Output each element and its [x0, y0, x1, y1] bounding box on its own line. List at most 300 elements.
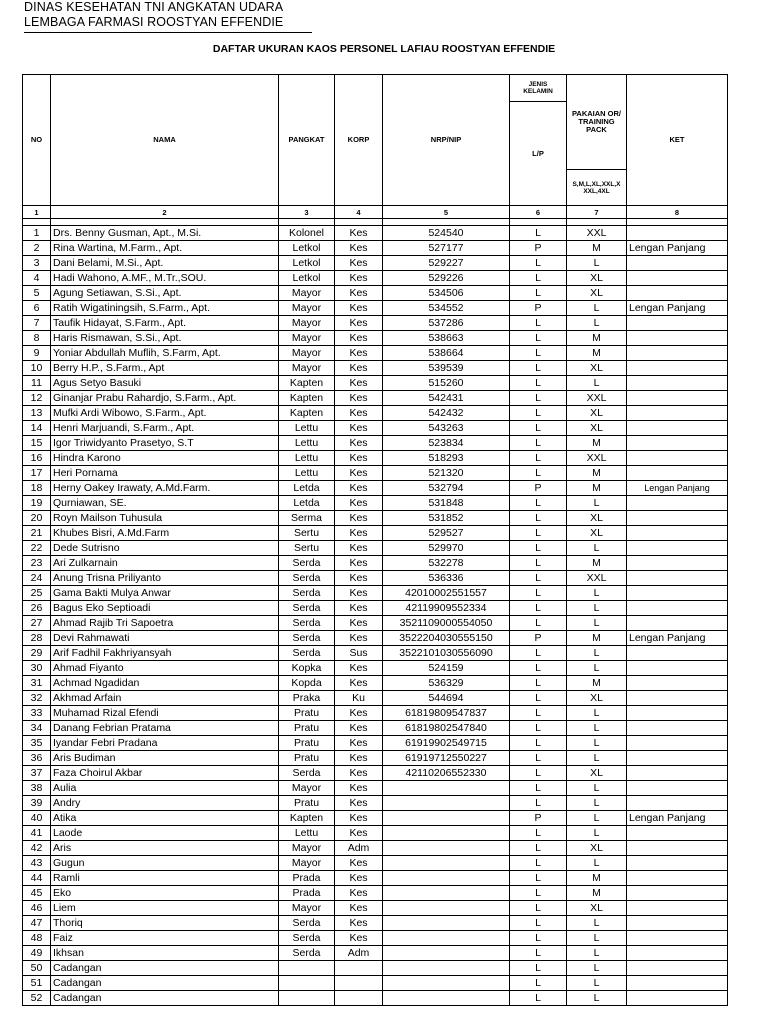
nrp-cell [383, 871, 510, 886]
nrp-cell: 518293 [383, 451, 510, 466]
rank-cell: Kapten [279, 406, 335, 421]
rank-cell: Serda [279, 646, 335, 661]
rank-cell: Mayor [279, 316, 335, 331]
rank-cell: Mayor [279, 856, 335, 871]
rank-cell: Mayor [279, 346, 335, 361]
row-number: 46 [23, 901, 51, 916]
remarks-cell [627, 931, 728, 946]
gender-cell: L [510, 886, 567, 901]
size-cell: L [567, 781, 627, 796]
table-row [23, 391, 728, 406]
remarks-cell [627, 841, 728, 856]
remarks-cell [627, 316, 728, 331]
remarks-cell [627, 436, 728, 451]
remarks-cell [627, 901, 728, 916]
nrp-cell [383, 811, 510, 826]
size-cell: XL [567, 271, 627, 286]
corps-cell: Kes [335, 856, 383, 871]
name-cell: Agung Setiawan, S.Si., Apt. [51, 286, 279, 301]
table-row [23, 916, 728, 931]
column-number: 1 [23, 206, 51, 219]
corps-cell: Kes [335, 586, 383, 601]
corps-cell: Kes [335, 466, 383, 481]
name-cell: Henri Marjuandi, S.Farm., Apt. [51, 421, 279, 436]
nrp-cell: 531852 [383, 511, 510, 526]
table-row [23, 436, 728, 451]
remarks-cell [627, 856, 728, 871]
remarks-cell [627, 721, 728, 736]
remarks-cell [627, 976, 728, 991]
corps-cell: Kes [335, 526, 383, 541]
table-row [23, 496, 728, 511]
size-cell: XL [567, 286, 627, 301]
name-cell: Haris Rismawan, S.Si., Apt. [51, 331, 279, 346]
gender-cell: L [510, 946, 567, 961]
remarks-cell [627, 346, 728, 361]
row-number: 29 [23, 646, 51, 661]
corps-cell: Kes [335, 301, 383, 316]
gender-cell: L [510, 226, 567, 241]
header-pakaian: PAKAIAN OR/ TRAINING PACK [567, 75, 627, 170]
corps-cell: Ku [335, 691, 383, 706]
corps-cell: Kes [335, 391, 383, 406]
gender-cell: L [510, 556, 567, 571]
nrp-cell [383, 901, 510, 916]
gender-cell: L [510, 271, 567, 286]
rank-cell: Praka [279, 691, 335, 706]
nrp-cell: 61919902549715 [383, 736, 510, 751]
rank-cell: Pratu [279, 796, 335, 811]
size-cell: L [567, 931, 627, 946]
remarks-cell [627, 796, 728, 811]
remarks-cell [627, 661, 728, 676]
remarks-cell: Lengan Panjang [627, 631, 728, 646]
size-cell: L [567, 736, 627, 751]
remarks-cell [627, 256, 728, 271]
name-cell: Berry H.P., S.Farm., Apt [51, 361, 279, 376]
rank-cell: Lettu [279, 451, 335, 466]
row-number: 12 [23, 391, 51, 406]
rank-cell: Serda [279, 556, 335, 571]
corps-cell: Kes [335, 271, 383, 286]
row-number: 5 [23, 286, 51, 301]
row-number: 35 [23, 736, 51, 751]
name-cell: Cadangan [51, 961, 279, 976]
table-row [23, 481, 728, 496]
name-cell: Cadangan [51, 991, 279, 1006]
gender-cell: L [510, 256, 567, 271]
row-number: 30 [23, 661, 51, 676]
nrp-cell [383, 961, 510, 976]
corps-cell: Kes [335, 481, 383, 496]
nrp-cell: 542432 [383, 406, 510, 421]
gender-cell: P [510, 481, 567, 496]
gender-cell: L [510, 661, 567, 676]
rank-cell [279, 976, 335, 991]
row-number: 8 [23, 331, 51, 346]
table-row [23, 331, 728, 346]
gender-cell: P [510, 631, 567, 646]
letterhead [24, 0, 312, 33]
table-row [23, 841, 728, 856]
table-row [23, 226, 728, 241]
remarks-cell [627, 586, 728, 601]
size-cell: L [567, 661, 627, 676]
rank-cell: Serma [279, 511, 335, 526]
table-row [23, 511, 728, 526]
nrp-cell [383, 946, 510, 961]
remarks-cell [627, 391, 728, 406]
table-row [23, 976, 728, 991]
size-cell: M [567, 481, 627, 496]
gender-cell: L [510, 646, 567, 661]
remarks-cell [627, 766, 728, 781]
remarks-cell [627, 226, 728, 241]
size-cell: L [567, 811, 627, 826]
nrp-cell: 523834 [383, 436, 510, 451]
size-cell: L [567, 601, 627, 616]
corps-cell: Kes [335, 286, 383, 301]
name-cell: Dani Belami, M.Si., Apt. [51, 256, 279, 271]
table-row [23, 781, 728, 796]
name-cell: Aris Budiman [51, 751, 279, 766]
rank-cell: Pratu [279, 751, 335, 766]
row-number: 42 [23, 841, 51, 856]
row-number: 41 [23, 826, 51, 841]
gender-cell: L [510, 691, 567, 706]
row-number: 18 [23, 481, 51, 496]
gender-cell: L [510, 361, 567, 376]
rank-cell: Letkol [279, 241, 335, 256]
gender-cell: L [510, 391, 567, 406]
name-cell: Taufik Hidayat, S.Farm., Apt. [51, 316, 279, 331]
table-row [23, 886, 728, 901]
name-cell: Hindra Karono [51, 451, 279, 466]
remarks-cell [627, 616, 728, 631]
name-cell: Thoriq [51, 916, 279, 931]
gender-cell: L [510, 781, 567, 796]
row-number: 36 [23, 751, 51, 766]
nrp-cell: 536329 [383, 676, 510, 691]
gender-cell: L [510, 586, 567, 601]
row-number: 32 [23, 691, 51, 706]
nrp-cell [383, 991, 510, 1006]
size-cell: M [567, 241, 627, 256]
remarks-cell [627, 991, 728, 1006]
name-cell: Anung Trisna Priliyanto [51, 571, 279, 586]
header-no: NO [23, 75, 51, 206]
size-cell: M [567, 676, 627, 691]
name-cell: Faiz [51, 931, 279, 946]
row-number: 6 [23, 301, 51, 316]
remarks-cell [627, 451, 728, 466]
nrp-cell: 61819802547840 [383, 721, 510, 736]
rank-cell: Pratu [279, 706, 335, 721]
rank-cell: Lettu [279, 421, 335, 436]
table-row [23, 601, 728, 616]
row-number: 33 [23, 706, 51, 721]
name-cell: Ginanjar Prabu Rahardjo, S.Farm., Apt. [51, 391, 279, 406]
size-cell: L [567, 496, 627, 511]
corps-cell: Kes [335, 511, 383, 526]
rank-cell: Mayor [279, 361, 335, 376]
remarks-cell [627, 556, 728, 571]
header-pangkat: PANGKAT [279, 75, 335, 206]
gender-cell: L [510, 451, 567, 466]
remarks-cell [627, 511, 728, 526]
rank-cell: Kapten [279, 391, 335, 406]
name-cell: Herny Oakey Irawaty, A.Md.Farm. [51, 481, 279, 496]
column-number: 8 [627, 206, 728, 219]
name-cell: Aris [51, 841, 279, 856]
rank-cell [279, 991, 335, 1006]
gender-cell: L [510, 286, 567, 301]
rank-cell: Serda [279, 766, 335, 781]
remarks-cell [627, 571, 728, 586]
rank-cell: Kolonel [279, 226, 335, 241]
remarks-cell [627, 751, 728, 766]
corps-cell: Kes [335, 421, 383, 436]
name-cell: Yoniar Abdullah Muflih, S.Farm, Apt. [51, 346, 279, 361]
gender-cell: L [510, 571, 567, 586]
rank-cell: Kapten [279, 811, 335, 826]
row-number: 51 [23, 976, 51, 991]
row-number: 34 [23, 721, 51, 736]
table-row [23, 811, 728, 826]
name-cell: Atika [51, 811, 279, 826]
remarks-cell [627, 736, 728, 751]
size-cell: M [567, 871, 627, 886]
corps-cell: Kes [335, 541, 383, 556]
remarks-cell: Lengan Panjang [627, 241, 728, 256]
row-number: 22 [23, 541, 51, 556]
gender-cell: P [510, 811, 567, 826]
corps-cell: Adm [335, 946, 383, 961]
nrp-cell: 529226 [383, 271, 510, 286]
corps-cell: Kes [335, 376, 383, 391]
row-number: 3 [23, 256, 51, 271]
nrp-cell: 542431 [383, 391, 510, 406]
remarks-cell [627, 541, 728, 556]
row-number: 15 [23, 436, 51, 451]
name-cell: Igor Triwidyanto Prasetyo, S.T [51, 436, 279, 451]
name-cell: Ahmad Rajib Tri Sapoetra [51, 616, 279, 631]
gender-cell: L [510, 601, 567, 616]
header-size-options: S,M,L,XL,XXL,X XXL,4XL [567, 170, 627, 206]
corps-cell: Kes [335, 796, 383, 811]
gender-cell: L [510, 526, 567, 541]
nrp-cell: 61819809547837 [383, 706, 510, 721]
remarks-cell [627, 361, 728, 376]
remarks-cell: Lengan Panjang [627, 481, 728, 496]
row-number: 20 [23, 511, 51, 526]
size-cell: XL [567, 901, 627, 916]
corps-cell [335, 961, 383, 976]
nrp-cell: 524540 [383, 226, 510, 241]
name-cell: Khubes Bisri, A.Md.Farm [51, 526, 279, 541]
size-cell: XXL [567, 451, 627, 466]
name-cell: Akhmad Arfain [51, 691, 279, 706]
corps-cell: Kes [335, 556, 383, 571]
corps-cell: Kes [335, 571, 383, 586]
row-number: 43 [23, 856, 51, 871]
table-row [23, 571, 728, 586]
column-number: 5 [383, 206, 510, 219]
row-number: 45 [23, 886, 51, 901]
gender-cell: P [510, 301, 567, 316]
rank-cell: Serda [279, 931, 335, 946]
row-number: 4 [23, 271, 51, 286]
corps-cell: Kes [335, 346, 383, 361]
remarks-cell [627, 946, 728, 961]
corps-cell: Kes [335, 406, 383, 421]
name-cell: Andry [51, 796, 279, 811]
rank-cell: Letkol [279, 256, 335, 271]
header-nama: NAMA [51, 75, 279, 206]
nrp-cell: 538664 [383, 346, 510, 361]
corps-cell: Kes [335, 256, 383, 271]
rank-cell: Letda [279, 496, 335, 511]
gender-cell: L [510, 376, 567, 391]
table-row [23, 256, 728, 271]
header-jenis-kelamin: JENIS KELAMIN [510, 75, 567, 102]
table-row [23, 616, 728, 631]
corps-cell: Kes [335, 496, 383, 511]
corps-cell: Kes [335, 631, 383, 646]
remarks-cell [627, 331, 728, 346]
remarks-cell [627, 961, 728, 976]
table-row [23, 721, 728, 736]
table-row [23, 316, 728, 331]
table-row [23, 421, 728, 436]
table-row [23, 406, 728, 421]
rank-cell: Pratu [279, 736, 335, 751]
gender-cell: L [510, 721, 567, 736]
gender-cell: L [510, 436, 567, 451]
rank-cell: Serda [279, 616, 335, 631]
name-cell: Ahmad Fiyanto [51, 661, 279, 676]
name-cell: Liem [51, 901, 279, 916]
remarks-cell [627, 781, 728, 796]
size-cell: XXL [567, 571, 627, 586]
name-cell: Iyandar Febri Pradana [51, 736, 279, 751]
nrp-cell [383, 886, 510, 901]
table-row [23, 376, 728, 391]
nrp-cell: 527177 [383, 241, 510, 256]
column-number: 7 [567, 206, 627, 219]
row-number: 2 [23, 241, 51, 256]
remarks-cell [627, 826, 728, 841]
nrp-cell [383, 856, 510, 871]
size-cell: XL [567, 841, 627, 856]
size-cell: L [567, 646, 627, 661]
gender-cell: L [510, 976, 567, 991]
gender-cell: L [510, 706, 567, 721]
table-row [23, 961, 728, 976]
corps-cell: Kes [335, 886, 383, 901]
rank-cell: Lettu [279, 436, 335, 451]
table-row [23, 991, 728, 1006]
header-korp: KORP [335, 75, 383, 206]
corps-cell: Kes [335, 601, 383, 616]
table-row [23, 271, 728, 286]
gender-cell: L [510, 406, 567, 421]
column-number: 2 [51, 206, 279, 219]
size-cell: M [567, 466, 627, 481]
gender-cell: L [510, 901, 567, 916]
row-number: 13 [23, 406, 51, 421]
corps-cell: Kes [335, 316, 383, 331]
remarks-cell: Lengan Panjang [627, 301, 728, 316]
rank-cell: Serda [279, 571, 335, 586]
gender-cell: L [510, 541, 567, 556]
name-cell: Ikhsan [51, 946, 279, 961]
corps-cell: Kes [335, 451, 383, 466]
nrp-cell: 42010002551557 [383, 586, 510, 601]
rank-cell: Mayor [279, 286, 335, 301]
nrp-cell: 536336 [383, 571, 510, 586]
row-number: 52 [23, 991, 51, 1006]
corps-cell: Sus [335, 646, 383, 661]
name-cell: Ramli [51, 871, 279, 886]
nrp-cell: 531848 [383, 496, 510, 511]
corps-cell: Kes [335, 331, 383, 346]
remarks-cell [627, 421, 728, 436]
size-cell: L [567, 301, 627, 316]
nrp-cell: 524159 [383, 661, 510, 676]
nrp-cell: 538663 [383, 331, 510, 346]
nrp-cell: 42119909552334 [383, 601, 510, 616]
rank-cell: Serda [279, 586, 335, 601]
size-cell: L [567, 256, 627, 271]
name-cell: Royn Mailson Tuhusula [51, 511, 279, 526]
spacer-row [23, 219, 728, 226]
remarks-cell [627, 676, 728, 691]
table-row [23, 676, 728, 691]
corps-cell: Kes [335, 736, 383, 751]
gender-cell: L [510, 871, 567, 886]
row-number: 31 [23, 676, 51, 691]
nrp-cell: 529227 [383, 256, 510, 271]
corps-cell: Kes [335, 901, 383, 916]
gender-cell: L [510, 856, 567, 871]
size-cell: L [567, 316, 627, 331]
name-cell: Ratih Wigatiningsih, S.Farm., Apt. [51, 301, 279, 316]
name-cell: Rina Wartina, M.Farm., Apt. [51, 241, 279, 256]
name-cell: Danang Febrian Pratama [51, 721, 279, 736]
remarks-cell: Lengan Panjang [627, 811, 728, 826]
nrp-cell: 3522101030556090 [383, 646, 510, 661]
rank-cell: Sertu [279, 541, 335, 556]
row-number: 11 [23, 376, 51, 391]
table-row [23, 466, 728, 481]
nrp-cell: 532794 [383, 481, 510, 496]
rank-cell: Serda [279, 601, 335, 616]
corps-cell: Kes [335, 751, 383, 766]
corps-cell [335, 976, 383, 991]
gender-cell: L [510, 736, 567, 751]
rank-cell: Prada [279, 871, 335, 886]
nrp-cell: 529970 [383, 541, 510, 556]
column-number-row [23, 206, 728, 219]
gender-cell: L [510, 796, 567, 811]
remarks-cell [627, 376, 728, 391]
name-cell: Faza Choirul Akbar [51, 766, 279, 781]
corps-cell: Kes [335, 616, 383, 631]
header-lp: L/P [510, 102, 567, 206]
institution-name: LEMBAGA FARMASI ROOSTYAN EFFENDIE [24, 15, 284, 29]
rank-cell: Pratu [279, 721, 335, 736]
